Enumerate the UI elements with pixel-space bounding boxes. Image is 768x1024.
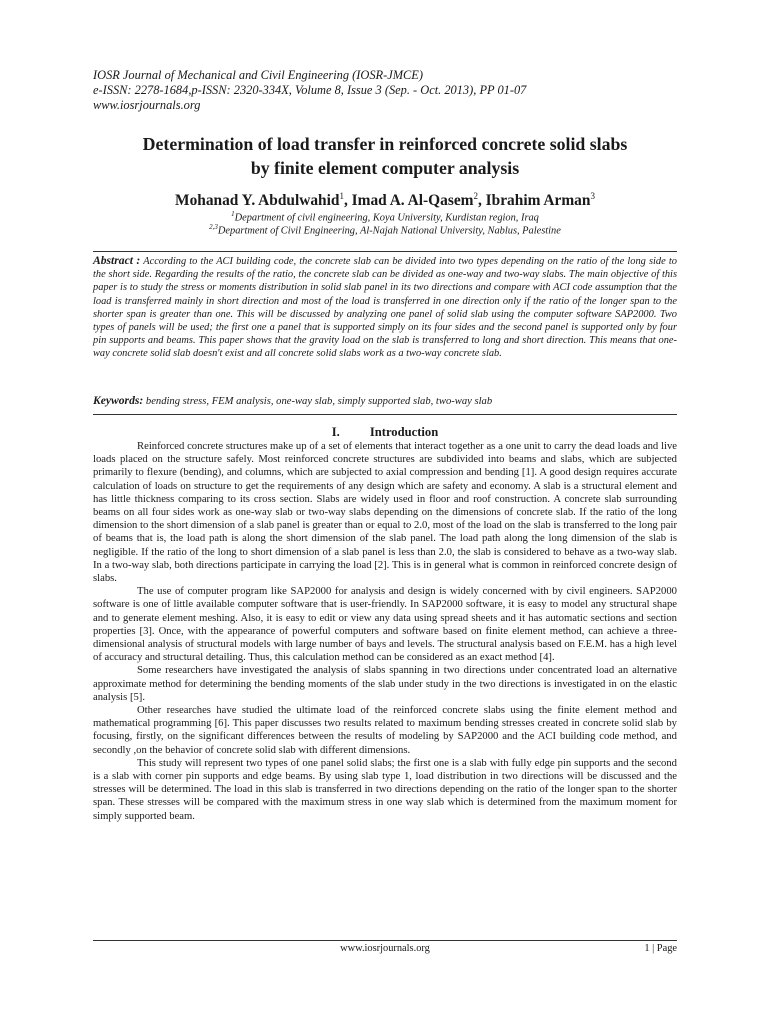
title-line-2: by finite element computer analysis (250, 158, 520, 178)
affiliation-1-sup: 1 (231, 210, 235, 218)
keywords (93, 394, 677, 409)
keywords-text: bending stress, FEM analysis, one-way slab, simply supported slab, two-way slab (143, 396, 493, 407)
journal-header (93, 68, 677, 113)
paragraph: Other researches have studied the ultimate load of the reinforced concrete slabs using the finite element method and mathematical programming [6]. This paper discusses two results related to maximum bending stresses created in concrete solid slab by focusing, firstly, on the significant differences between the results of modeling by SAP2000 and the ACI building code method, and secondly ,on the behavior of concrete solid slab with different dimensions. (93, 705, 677, 756)
section-number: I. (331, 425, 340, 439)
body-text (93, 440, 677, 823)
page-number: 1 | Page (644, 943, 677, 954)
page-footer (93, 940, 677, 957)
journal-issn: e-ISSN: 2278-1684,p-ISSN: 2320-334X, Volume 8, Issue 3 (Sep. - Oct. 2013), PP 01-07 (93, 83, 527, 97)
affiliation-2 (93, 221, 677, 237)
abstract-box (93, 251, 677, 415)
author-2: , Imad A. Al-Qasem (343, 192, 474, 210)
author-1: Mohanad Y. Abdulwahid (175, 192, 340, 210)
paragraph: Some researchers have investigated the analysis of slabs spanning in two directions under concentrated load an alternative approximate method for determining the bending moments of the slab under study in the two directions is investigated in on the elastic analysis [5]. (93, 665, 677, 703)
section-title: Introduction (369, 425, 439, 439)
author-1-sup: 1 (339, 191, 344, 201)
paragraph: The use of computer program like SAP2000 for analysis and design is widely concerned with by civil engineers. SAP2000 software is one of little available computer software that is user-friendly. In SAP2000 software, it is easy to model any structural shape and to generate element meshing. Also, it is easy to edit or view any data using spread sheets and it has automatic sections and section properties [3]. Once, with the appearance of powerful computers and software based on finite element method, can achieve a three-dimensional analysis of structural models with large number of bays and levels. The structural analysis based on F.E.M. has a high level of accuracy and structural detailing. Thus, this calculation method can be considered as an exact method [4]. (93, 586, 677, 664)
keywords-label: Keywords: (93, 394, 144, 407)
journal-website: www.iosrjournals.org (93, 98, 201, 112)
author-3: , Ibrahim Arman (477, 192, 591, 210)
paragraph: Reinforced concrete structures make up of a set of elements that interact together as a one unit to carry the dead loads and live loads placed on the structure safely. Most reinforced concrete structures are subdivided into beams and slabs, which are subjected primarily to flexure (bending), and columns, which are subjected to axial compression and bending [1]. A good design requires accurate calculation of loads on structure to get the requirements of any design which are safety and economy. A slab is a structural element and has little thickness comparing to its cross section. Slabs are widely used in floor and roof construction. A concrete slab surrounding beams on all four sides work as one-way slab or two-way slabs depending on the dimensions of concrete slab. If the ratio of the long dimension to the short dimension of a slab panel is greater than or equal to 2.0, most of the load on the slab is transferred to the long pair of beams that is, the load path is along the short dimension of the slab panel. The load path along the long dimension of the slab is negligible. If the ratio of the long to short dimension of a slab panel is less than 2.0, the slab is considered to behave as a two-way slab. In a two-way slab, both directions participate in carrying the load [2]. This is in general what is common in reinforced concrete design of slabs. (93, 441, 677, 585)
author-2-sup: 2 (473, 191, 478, 201)
paragraph: This study will represent two types of one panel solid slabs; the first one is a slab with fully edge pin supports and the second is a slab with corner pin supports and edge beams. By using slab type 1, load distribution in two directions will be discussed and the stresses will be determined. The load in this slab is transferred in two directions depending on the ratio of the longer span to the shorter span. These stresses will be compared with the maximum stress in one way slab which is determined from the maximum moment for simply supported beam. (93, 757, 677, 822)
author-3-sup: 3 (590, 191, 595, 201)
affiliation-2-text: Department of Civil Engineering, Al-Najah National University, Nablus, Palestine (217, 225, 561, 237)
affiliation-2-sup: 2,3 (209, 223, 218, 231)
footer-website: www.iosrjournals.org (340, 943, 430, 954)
title-line-1: Determination of load transfer in reinforced concrete solid slabs (142, 134, 628, 154)
journal-name: IOSR Journal of Mechanical and Civil Engineering (IOSR-JMCE) (93, 68, 423, 82)
paper-title (93, 132, 677, 180)
section-heading (93, 425, 677, 440)
abstract (93, 254, 677, 361)
abstract-label: Abstract : (93, 254, 141, 267)
abstract-text: According to the ACI building code, the concrete slab can be divided into two types depending on the ratio of the long side to the short side. Regarding the results of the ratio, the concrete slab can be divided as one-way and two-way slabs. The main objective of this paper is to study the stress or moments distribution in solid slab panel in its two directions and compare with ACI code assumption that the load is transferred mainly in short direction and most of the load is transferred in one direction only if the ratio of the longer span to the shorter span is greater than one. This will be discussed by analyzing one panel of solid slab using the computer software SAP2000. Two types of panels will be used; the first one a panel that is supported simply on its four sides and the second panel is supported only by four pin supports and beams. This paper shows that the gravity load on the slab is transferred to long and short direction. This means that one-way concrete solid slab doesn't exist and all concrete solid slabs work as a two-way concrete slab. (93, 256, 677, 360)
affiliation-1-text: Department of civil engineering, Koya University, Kurdistan region, Iraq (234, 212, 539, 224)
